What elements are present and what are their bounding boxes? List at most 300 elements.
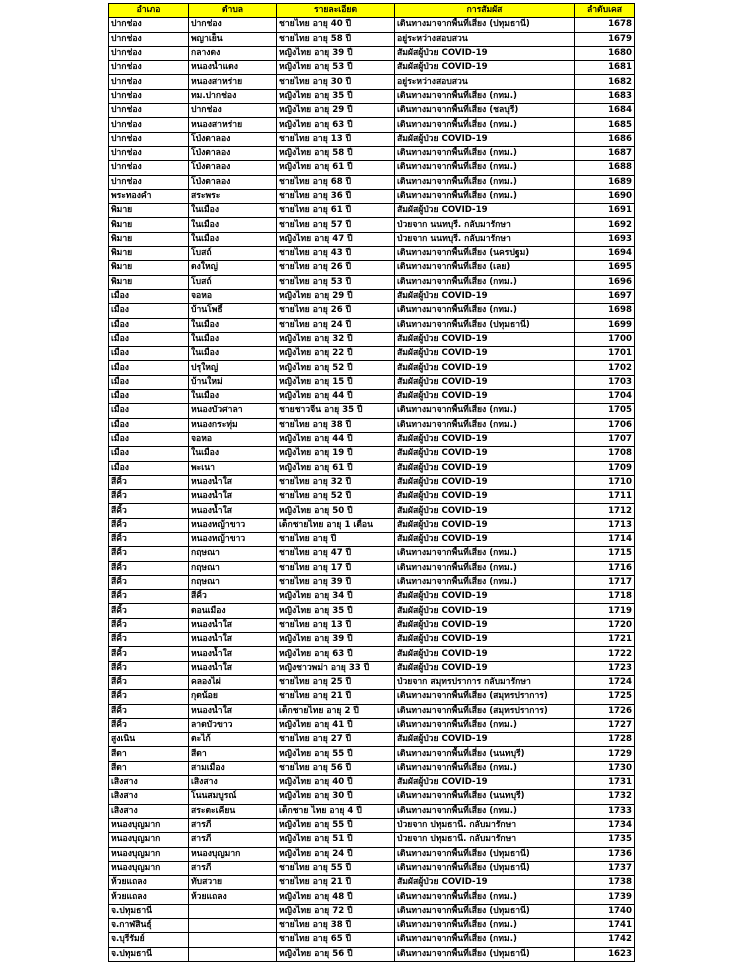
table-row: [109, 575, 635, 589]
cell-case-number: 1688: [575, 161, 635, 175]
cell-exposure: สัมผัสผู้ป่วย COVID-19: [395, 618, 575, 632]
table-row: [109, 161, 635, 175]
table-row: [109, 804, 635, 818]
cell-district: สีคิ้ว: [109, 704, 189, 718]
cell-district: ปากช่อง: [109, 175, 189, 189]
cell-exposure: ป่วยจาก ปทุมธานี. กลับมารักษา: [395, 818, 575, 832]
cell-details: หญิงไทย อายุ 61 ปี: [277, 161, 395, 175]
table-row: [109, 89, 635, 103]
cell-exposure: เดินทางมาจากพื้นที่เสี่ยง (กทม.): [395, 890, 575, 904]
table-row: [109, 561, 635, 575]
cell-district: สีดา: [109, 761, 189, 775]
cell-details: หญิงไทย อายุ 58 ปี: [277, 146, 395, 160]
cell-district: เมือง: [109, 375, 189, 389]
table-row: [109, 75, 635, 89]
table-row: [109, 532, 635, 546]
cell-exposure: สัมผัสผู้ป่วย COVID-19: [395, 604, 575, 618]
cell-district: สูงเนิน: [109, 733, 189, 747]
cell-subdistrict: ปากช่อง: [189, 104, 277, 118]
table-row: [109, 118, 635, 132]
cell-details: หญิงไทย อายุ 35 ปี: [277, 89, 395, 103]
cell-exposure: เดินทางมาจากพื้นที่เสี่ยง (เลย): [395, 261, 575, 275]
cell-subdistrict: ดอนเมือง: [189, 604, 277, 618]
cell-details: ชายไทย อายุ 13 ปี: [277, 618, 395, 632]
cell-district: สีคิ้ว: [109, 675, 189, 689]
cell-exposure: ป่วยจาก สมุทรปราการ กลับมารักษา: [395, 675, 575, 689]
cell-subdistrict: ในเมือง: [189, 447, 277, 461]
table-row: [109, 890, 635, 904]
table-row: [109, 432, 635, 446]
cell-case-number: 1716: [575, 561, 635, 575]
cell-details: ชายไทย อายุ 38 ปี: [277, 919, 395, 933]
header-district: อำเภอ: [109, 4, 189, 18]
cell-district: เสิงสาง: [109, 790, 189, 804]
cell-district: ปากช่อง: [109, 161, 189, 175]
cell-subdistrict: ในเมือง: [189, 390, 277, 404]
cell-case-number: 1730: [575, 761, 635, 775]
cell-district: พิมาย: [109, 275, 189, 289]
cell-details: เด็กชายไทย อายุ 2 ปี: [277, 704, 395, 718]
cell-exposure: เดินทางมาจากพื้นที่เสี่ยง (กทม.): [395, 561, 575, 575]
table-row: [109, 747, 635, 761]
cell-exposure: เดินทางมาจากพื้นที่เสี่ยง (กทม.): [395, 304, 575, 318]
cell-district: ปากช่อง: [109, 18, 189, 32]
cell-details: หญิงไทย อายุ 56 ปี: [277, 947, 395, 961]
cell-exposure: สัมผัสผู้ป่วย COVID-19: [395, 447, 575, 461]
cell-exposure: เดินทางมาจากพื้นที่เสี่ยง (กทม.): [395, 919, 575, 933]
table-row: [109, 675, 635, 689]
cell-case-number: 1679: [575, 32, 635, 46]
cell-details: ชายไทย อายุ ปี: [277, 532, 395, 546]
table-row: [109, 504, 635, 518]
case-table: [108, 3, 635, 962]
cell-subdistrict: ทับสวาย: [189, 876, 277, 890]
cell-exposure: เดินทางมาจากพื้นที่เสี่ยง (กทม.): [395, 718, 575, 732]
cell-subdistrict: หนองน้ำใส: [189, 475, 277, 489]
cell-district: เมือง: [109, 418, 189, 432]
cell-case-number: 1709: [575, 461, 635, 475]
cell-case-number: 1692: [575, 218, 635, 232]
cell-district: สีคิ้ว: [109, 547, 189, 561]
cell-subdistrict: [189, 919, 277, 933]
cell-exposure: เดินทางมาจากพื้นที่เสี่ยง (ชลบุรี): [395, 104, 575, 118]
cell-subdistrict: จอหอ: [189, 432, 277, 446]
cell-exposure: เดินทางมาจากพื้นที่เสี่ยง (กทม.): [395, 933, 575, 947]
cell-subdistrict: ดงใหญ่: [189, 261, 277, 275]
cell-subdistrict: สารภี: [189, 818, 277, 832]
cell-subdistrict: หนองน้ำใส: [189, 633, 277, 647]
cell-exposure: สัมผัสผู้ป่วย COVID-19: [395, 375, 575, 389]
cell-subdistrict: สระตะเคียน: [189, 804, 277, 818]
cell-subdistrict: หนองหญ้าขาว: [189, 532, 277, 546]
cell-case-number: 1737: [575, 861, 635, 875]
cell-subdistrict: กฤษณา: [189, 575, 277, 589]
cell-subdistrict: โนนสมบูรณ์: [189, 790, 277, 804]
table-row: [109, 704, 635, 718]
cell-details: ชายไทย อายุ 57 ปี: [277, 218, 395, 232]
cell-exposure: เดินทางมาจากพื้นที่เสี่ยง (ปทุมธานี): [395, 18, 575, 32]
cell-district: หนองบุญมาก: [109, 847, 189, 861]
cell-case-number: 1699: [575, 318, 635, 332]
cell-subdistrict: หนองบุญมาก: [189, 847, 277, 861]
cell-details: หญิงไทย อายุ 32 ปี: [277, 332, 395, 346]
table-row: [109, 661, 635, 675]
table-row: [109, 104, 635, 118]
cell-details: ชายไทย อายุ 68 ปี: [277, 175, 395, 189]
cell-district: จ.กาฬสินธุ์: [109, 919, 189, 933]
cell-case-number: 1739: [575, 890, 635, 904]
cell-details: หญิงไทย อายุ 61 ปี: [277, 461, 395, 475]
cell-case-number: 1693: [575, 232, 635, 246]
cell-case-number: 1623: [575, 947, 635, 961]
cell-details: หญิงไทย อายุ 29 ปี: [277, 104, 395, 118]
cell-details: หญิงไทย อายุ 40 ปี: [277, 776, 395, 790]
cell-district: พระทองคำ: [109, 189, 189, 203]
cell-case-number: 1713: [575, 518, 635, 532]
cell-subdistrict: เสิงสาง: [189, 776, 277, 790]
cell-subdistrict: กฤษณา: [189, 561, 277, 575]
cell-exposure: สัมผัสผู้ป่วย COVID-19: [395, 347, 575, 361]
table-row: [109, 633, 635, 647]
table-row: [109, 189, 635, 203]
cell-exposure: อยู่ระหว่างสอบสวน: [395, 32, 575, 46]
cell-details: ชายไทย อายุ 40 ปี: [277, 18, 395, 32]
table-row: [109, 261, 635, 275]
cell-case-number: 1728: [575, 733, 635, 747]
cell-subdistrict: ในเมือง: [189, 204, 277, 218]
cell-details: หญิงไทย อายุ 30 ปี: [277, 790, 395, 804]
cell-case-number: 1710: [575, 475, 635, 489]
cell-subdistrict: จอหอ: [189, 289, 277, 303]
cell-subdistrict: หนองน้ำใส: [189, 661, 277, 675]
case-table-sheet: [108, 3, 635, 962]
cell-case-number: 1717: [575, 575, 635, 589]
cell-details: ชายไทย อายุ 24 ปี: [277, 318, 395, 332]
cell-case-number: 1723: [575, 661, 635, 675]
cell-subdistrict: คลองไผ่: [189, 675, 277, 689]
cell-subdistrict: โป่งตาลอง: [189, 132, 277, 146]
cell-details: ชายไทย อายุ 39 ปี: [277, 575, 395, 589]
table-row: [109, 618, 635, 632]
cell-exposure: อยู่ระหว่างสอบสวน: [395, 75, 575, 89]
cell-subdistrict: สารภี: [189, 833, 277, 847]
cell-subdistrict: หนองน้ำแดง: [189, 61, 277, 75]
cell-district: เมือง: [109, 390, 189, 404]
cell-exposure: เดินทางมาจากพื้นที่เสี่ยง (กทม.): [395, 547, 575, 561]
table-row: [109, 590, 635, 604]
cell-details: ชายไทย อายุ 56 ปี: [277, 761, 395, 775]
cell-case-number: 1706: [575, 418, 635, 432]
cell-district: ห้วยแถลง: [109, 876, 189, 890]
cell-case-number: 1705: [575, 404, 635, 418]
cell-district: สีดา: [109, 747, 189, 761]
cell-case-number: 1704: [575, 390, 635, 404]
cell-subdistrict: ตะไก้: [189, 733, 277, 747]
cell-details: เด็กชาย ไทย อายุ 4 ปี: [277, 804, 395, 818]
cell-details: หญิงไทย อายุ 39 ปี: [277, 633, 395, 647]
cell-case-number: 1698: [575, 304, 635, 318]
cell-details: หญิงไทย อายุ 44 ปี: [277, 432, 395, 446]
table-row: [109, 818, 635, 832]
header-case-number: ลำดับเคส: [575, 4, 635, 18]
cell-case-number: 1722: [575, 647, 635, 661]
cell-subdistrict: ในเมือง: [189, 347, 277, 361]
cell-district: ห้วยแถลง: [109, 890, 189, 904]
cell-details: ชายไทย อายุ 52 ปี: [277, 490, 395, 504]
cell-case-number: 1720: [575, 618, 635, 632]
cell-exposure: สัมผัสผู้ป่วย COVID-19: [395, 361, 575, 375]
cell-case-number: 1740: [575, 904, 635, 918]
cell-district: สีคิ้ว: [109, 475, 189, 489]
cell-details: ชายไทย อายุ 43 ปี: [277, 247, 395, 261]
cell-subdistrict: หนองบัวศาลา: [189, 404, 277, 418]
cell-exposure: เดินทางมาจากพื้นที่เสี่ยง (ปทุมธานี): [395, 904, 575, 918]
cell-details: ชายไทย อายุ 47 ปี: [277, 547, 395, 561]
cell-exposure: สัมผัสผู้ป่วย COVID-19: [395, 475, 575, 489]
cell-details: หญิงไทย อายุ 63 ปี: [277, 647, 395, 661]
cell-district: พิมาย: [109, 232, 189, 246]
cell-exposure: สัมผัสผู้ป่วย COVID-19: [395, 132, 575, 146]
table-row: [109, 733, 635, 747]
cell-details: หญิงไทย อายุ 55 ปี: [277, 747, 395, 761]
cell-subdistrict: บ้านใหม่: [189, 375, 277, 389]
cell-details: หญิงไทย อายุ 39 ปี: [277, 46, 395, 60]
cell-district: ปากช่อง: [109, 75, 189, 89]
cell-details: หญิงไทย อายุ 51 ปี: [277, 833, 395, 847]
cell-exposure: เดินทางมาจากพื้นที่เสี่ยง (ปทุมธานี): [395, 318, 575, 332]
table-row: [109, 475, 635, 489]
table-row: [109, 776, 635, 790]
cell-exposure: เดินทางมาจากพื้นที่เสี่ยง (กทม.): [395, 89, 575, 103]
cell-subdistrict: ทม.ปากช่อง: [189, 89, 277, 103]
cell-details: ชายไทย อายุ 36 ปี: [277, 189, 395, 203]
cell-details: ชายไทย อายุ 32 ปี: [277, 475, 395, 489]
table-row: [109, 876, 635, 890]
cell-case-number: 1741: [575, 919, 635, 933]
cell-district: จ.ปทุมธานี: [109, 904, 189, 918]
cell-case-number: 1681: [575, 61, 635, 75]
cell-subdistrict: หนองหญ้าขาว: [189, 518, 277, 532]
cell-district: หนองบุญมาก: [109, 833, 189, 847]
table-row: [109, 61, 635, 75]
cell-district: เมือง: [109, 304, 189, 318]
cell-case-number: 1727: [575, 718, 635, 732]
cell-subdistrict: บ้านโพธิ์: [189, 304, 277, 318]
cell-exposure: เดินทางมาจากพื้นที่เสี่ยง (กทม.): [395, 275, 575, 289]
cell-exposure: เดินทางมาจากพื้นที่เสี่ยง (กทม.): [395, 161, 575, 175]
cell-exposure: สัมผัสผู้ป่วย COVID-19: [395, 590, 575, 604]
table-row: [109, 175, 635, 189]
cell-district: สีคิ้ว: [109, 518, 189, 532]
cell-subdistrict: พญาเย็น: [189, 32, 277, 46]
cell-exposure: เดินทางมาจากพื้นที่เสี่ยง (ปทุมธานี): [395, 947, 575, 961]
cell-exposure: เดินทางมาจากพื้นที่เสี่ยง (นนทบุรี): [395, 747, 575, 761]
cell-subdistrict: พะเนา: [189, 461, 277, 475]
table-row: [109, 947, 635, 961]
cell-details: หญิงไทย อายุ 15 ปี: [277, 375, 395, 389]
cell-district: สีคิ้ว: [109, 633, 189, 647]
cell-district: ปากช่อง: [109, 32, 189, 46]
cell-case-number: 1738: [575, 876, 635, 890]
table-row: [109, 361, 635, 375]
cell-exposure: สัมผัสผู้ป่วย COVID-19: [395, 432, 575, 446]
cell-district: สีคิ้ว: [109, 532, 189, 546]
cell-exposure: เดินทางมาจากพื้นที่เสี่ยง (กทม.): [395, 118, 575, 132]
cell-district: ปากช่อง: [109, 104, 189, 118]
cell-details: ชายไทย อายุ 61 ปี: [277, 204, 395, 218]
cell-details: หญิงไทย อายุ 72 ปี: [277, 904, 395, 918]
cell-district: สีคิ้ว: [109, 504, 189, 518]
cell-case-number: 1694: [575, 247, 635, 261]
table-row: [109, 647, 635, 661]
cell-district: จ.บุรีรัมย์: [109, 933, 189, 947]
table-row: [109, 447, 635, 461]
cell-subdistrict: หนองกระทุ่ม: [189, 418, 277, 432]
cell-district: สีคิ้ว: [109, 618, 189, 632]
cell-case-number: 1687: [575, 146, 635, 160]
cell-subdistrict: สารภี: [189, 861, 277, 875]
cell-details: ชายไทย อายุ 25 ปี: [277, 675, 395, 689]
cell-district: สีคิ้ว: [109, 718, 189, 732]
table-row: [109, 204, 635, 218]
cell-subdistrict: สีดา: [189, 747, 277, 761]
cell-case-number: 1680: [575, 46, 635, 60]
cell-details: หญิงไทย อายุ 35 ปี: [277, 604, 395, 618]
cell-details: หญิงไทย อายุ 34 ปี: [277, 590, 395, 604]
header-exposure: การสัมผัส: [395, 4, 575, 18]
table-row: [109, 132, 635, 146]
table-row: [109, 604, 635, 618]
cell-details: ชายไทย อายุ 30 ปี: [277, 75, 395, 89]
cell-case-number: 1735: [575, 833, 635, 847]
cell-exposure: เดินทางมาจากพื้นที่เสี่ยง (กทม.): [395, 189, 575, 203]
cell-details: หญิงชาวพม่า อายุ 33 ปี: [277, 661, 395, 675]
cell-details: หญิงไทย อายุ 55 ปี: [277, 818, 395, 832]
cell-exposure: สัมผัสผู้ป่วย COVID-19: [395, 733, 575, 747]
cell-exposure: ป่วยจาก นนทบุรี. กลับมารักษา: [395, 218, 575, 232]
cell-exposure: เดินทางมาจากพื้นที่เสี่ยง (กทม.): [395, 418, 575, 432]
header-row: [109, 4, 635, 18]
cell-district: ปากช่อง: [109, 89, 189, 103]
cell-case-number: 1733: [575, 804, 635, 818]
cell-subdistrict: โบสถ์: [189, 275, 277, 289]
table-row: [109, 32, 635, 46]
cell-exposure: เดินทางมาจากพื้นที่เสี่ยง (นครปฐม): [395, 247, 575, 261]
cell-details: หญิงไทย อายุ 53 ปี: [277, 61, 395, 75]
cell-subdistrict: ปากช่อง: [189, 18, 277, 32]
cell-exposure: สัมผัสผู้ป่วย COVID-19: [395, 776, 575, 790]
cell-subdistrict: ในเมือง: [189, 332, 277, 346]
cell-case-number: 1736: [575, 847, 635, 861]
cell-district: ปากช่อง: [109, 118, 189, 132]
cell-exposure: เดินทางมาจากพื้นที่เสี่ยง (กทม.): [395, 804, 575, 818]
cell-subdistrict: ในเมือง: [189, 318, 277, 332]
cell-exposure: สัมผัสผู้ป่วย COVID-19: [395, 332, 575, 346]
cell-subdistrict: หนองน้ำใส: [189, 647, 277, 661]
table-row: [109, 919, 635, 933]
cell-subdistrict: หนองน้ำใส: [189, 490, 277, 504]
cell-district: สีคิ้ว: [109, 647, 189, 661]
cell-exposure: สัมผัสผู้ป่วย COVID-19: [395, 204, 575, 218]
table-row: [109, 861, 635, 875]
table-row: [109, 404, 635, 418]
cell-case-number: 1719: [575, 604, 635, 618]
cell-exposure: เดินทางมาจากพื้นที่เสี่ยง (กทม.): [395, 404, 575, 418]
cell-case-number: 1707: [575, 432, 635, 446]
header-subdistrict: ตำบล: [189, 4, 277, 18]
cell-details: หญิงไทย อายุ 44 ปี: [277, 390, 395, 404]
cell-subdistrict: ลาดบัวขาว: [189, 718, 277, 732]
cell-subdistrict: สามเมือง: [189, 761, 277, 775]
cell-case-number: 1685: [575, 118, 635, 132]
cell-district: ปากช่อง: [109, 146, 189, 160]
cell-exposure: สัมผัสผู้ป่วย COVID-19: [395, 504, 575, 518]
cell-exposure: ป่วยจาก ปทุมธานี. กลับมารักษา: [395, 833, 575, 847]
cell-exposure: สัมผัสผู้ป่วย COVID-19: [395, 518, 575, 532]
cell-subdistrict: โป่งตาลอง: [189, 146, 277, 160]
cell-district: เมือง: [109, 461, 189, 475]
cell-subdistrict: ในเมือง: [189, 232, 277, 246]
cell-district: สีคิ้ว: [109, 604, 189, 618]
cell-district: พิมาย: [109, 218, 189, 232]
header-details: รายละเอียด: [277, 4, 395, 18]
cell-case-number: 1691: [575, 204, 635, 218]
table-row: [109, 218, 635, 232]
table-row: [109, 461, 635, 475]
cell-details: ชายไทย อายุ 38 ปี: [277, 418, 395, 432]
cell-case-number: 1729: [575, 747, 635, 761]
table-row: [109, 375, 635, 389]
table-row: [109, 718, 635, 732]
cell-details: หญิงไทย อายุ 19 ปี: [277, 447, 395, 461]
cell-case-number: 1690: [575, 189, 635, 203]
cell-exposure: เดินทางมาจากพื้นที่เสี่ยง (ปทุมธานี): [395, 847, 575, 861]
cell-case-number: 1695: [575, 261, 635, 275]
cell-exposure: สัมผัสผู้ป่วย COVID-19: [395, 289, 575, 303]
cell-subdistrict: สีคิ้ว: [189, 590, 277, 604]
cell-case-number: 1683: [575, 89, 635, 103]
cell-district: สีคิ้ว: [109, 575, 189, 589]
table-row: [109, 347, 635, 361]
cell-exposure: สัมผัสผู้ป่วย COVID-19: [395, 61, 575, 75]
cell-subdistrict: [189, 947, 277, 961]
table-row: [109, 490, 635, 504]
cell-district: ปากช่อง: [109, 61, 189, 75]
table-row: [109, 332, 635, 346]
cell-district: เสิงสาง: [109, 804, 189, 818]
cell-case-number: 1732: [575, 790, 635, 804]
cell-district: ปากช่อง: [109, 132, 189, 146]
cell-subdistrict: กลางดง: [189, 46, 277, 60]
cell-subdistrict: ในเมือง: [189, 218, 277, 232]
cell-details: ชายไทย อายุ 58 ปี: [277, 32, 395, 46]
cell-district: หนองบุญมาก: [109, 861, 189, 875]
cell-exposure: เดินทางมาจากพื้นที่เสี่ยง (สมุทรปราการ): [395, 704, 575, 718]
cell-exposure: ป่วยจาก นนทบุรี. กลับมารักษา: [395, 232, 575, 246]
cell-district: ปากช่อง: [109, 46, 189, 60]
cell-subdistrict: ห้วยแถลง: [189, 890, 277, 904]
cell-district: สีคิ้ว: [109, 690, 189, 704]
cell-district: พิมาย: [109, 261, 189, 275]
cell-subdistrict: [189, 933, 277, 947]
cell-details: หญิงไทย อายุ 48 ปี: [277, 890, 395, 904]
cell-district: เมือง: [109, 347, 189, 361]
cell-details: เด็กชายไทย อายุ 1 เดือน: [277, 518, 395, 532]
table-row: [109, 304, 635, 318]
cell-exposure: เดินทางมาจากพื้นที่เสี่ยง (กทม.): [395, 575, 575, 589]
table-row: [109, 318, 635, 332]
table-row: [109, 833, 635, 847]
